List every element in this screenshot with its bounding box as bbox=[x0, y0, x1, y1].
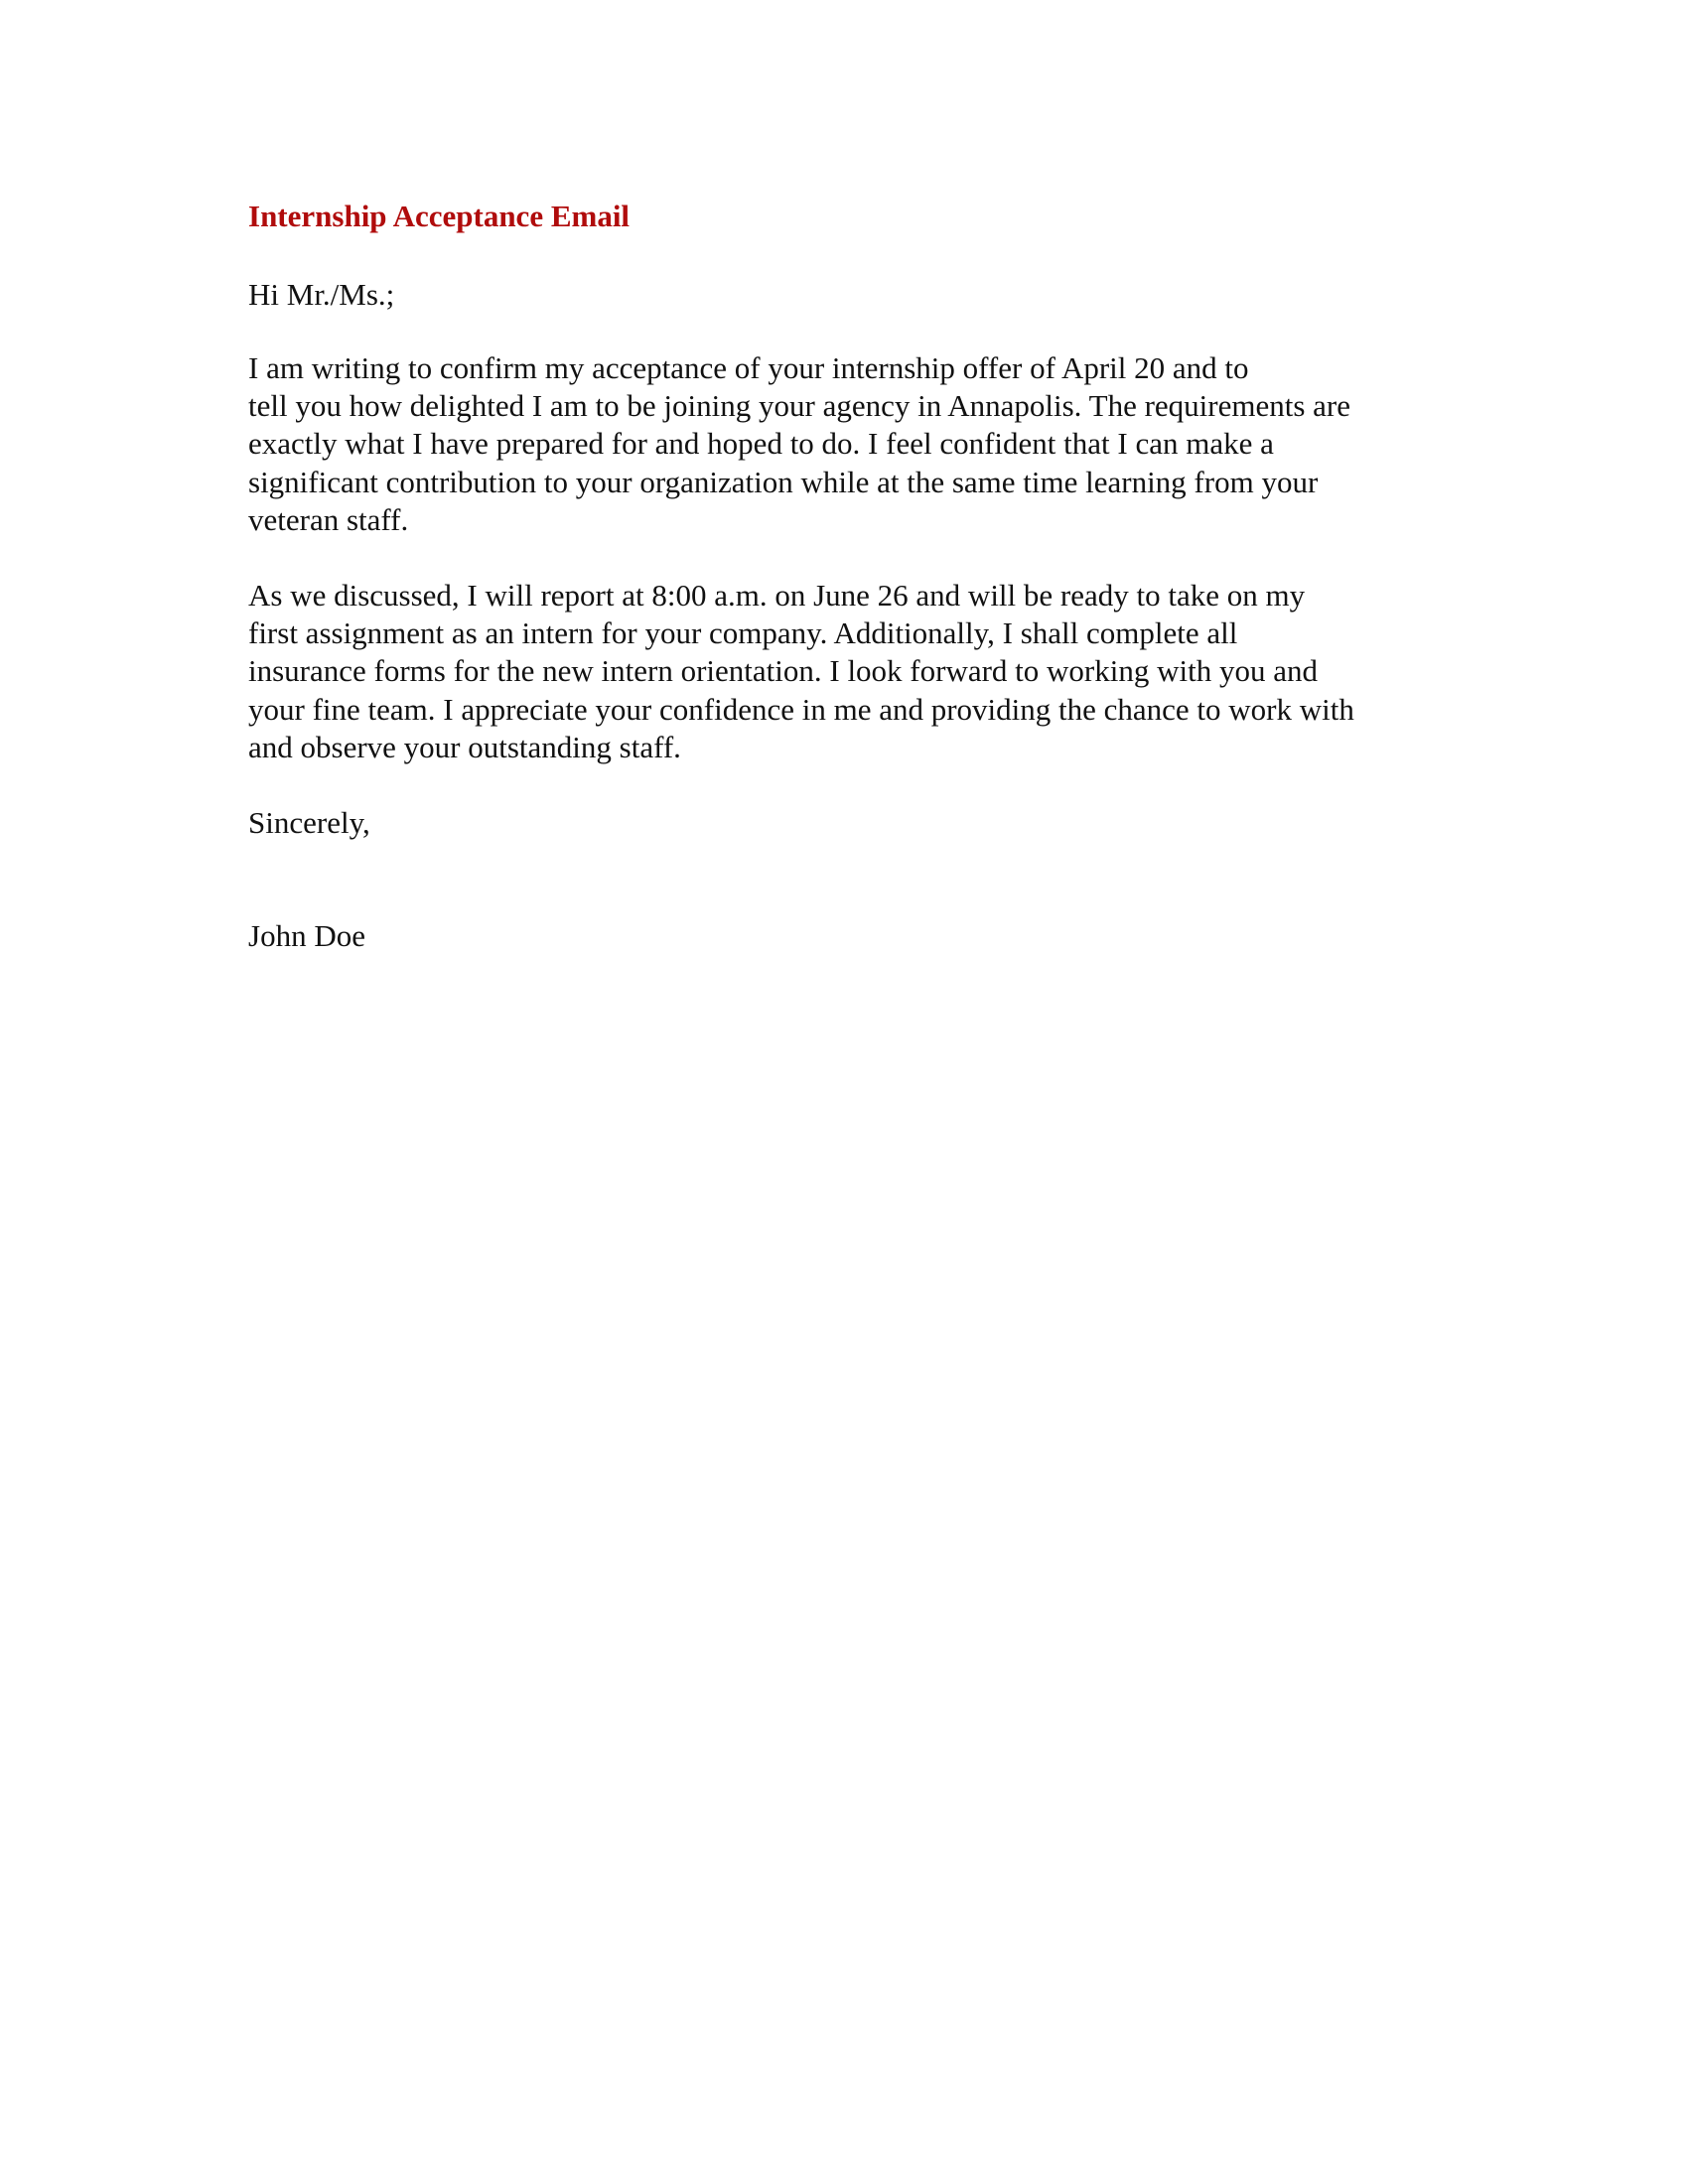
paragraph-line: veteran staff. bbox=[248, 501, 409, 537]
paragraph-line: I am writing to confirm my acceptance of your internship offer of April 20 and to bbox=[248, 350, 1249, 385]
paragraph-line: your fine team. I appreciate your confidence in me and providing the chance to work with bbox=[248, 691, 1354, 727]
paragraph-line: tell you how delighted I am to be joining your agency in Annapolis. The requirements are bbox=[248, 388, 1350, 424]
paragraph-line: and observe your outstanding staff. bbox=[248, 729, 681, 764]
paragraph-line: As we discussed, I will report at 8:00 a.m. on June 26 and will be ready to take on my bbox=[248, 578, 1306, 613]
document-title: Internship Acceptance Email bbox=[248, 199, 631, 233]
paragraph-1 bbox=[248, 349, 1350, 539]
signature: John Doe bbox=[248, 918, 365, 953]
closing: Sincerely, bbox=[248, 805, 370, 840]
paragraph-2 bbox=[248, 577, 1354, 766]
paragraph-line: significant contribution to your organization while at the same time learning from your bbox=[248, 464, 1319, 499]
paragraph-line: insurance forms for the new intern orientation. I look forward to working with you and bbox=[248, 653, 1318, 689]
paragraph-line: exactly what I have prepared for and hoped to do. I feel confident that I can make a bbox=[248, 426, 1274, 462]
greeting: Hi Mr./Ms.; bbox=[248, 277, 395, 312]
paragraph-line: first assignment as an intern for your company. Additionally, I shall complete all bbox=[248, 615, 1238, 651]
